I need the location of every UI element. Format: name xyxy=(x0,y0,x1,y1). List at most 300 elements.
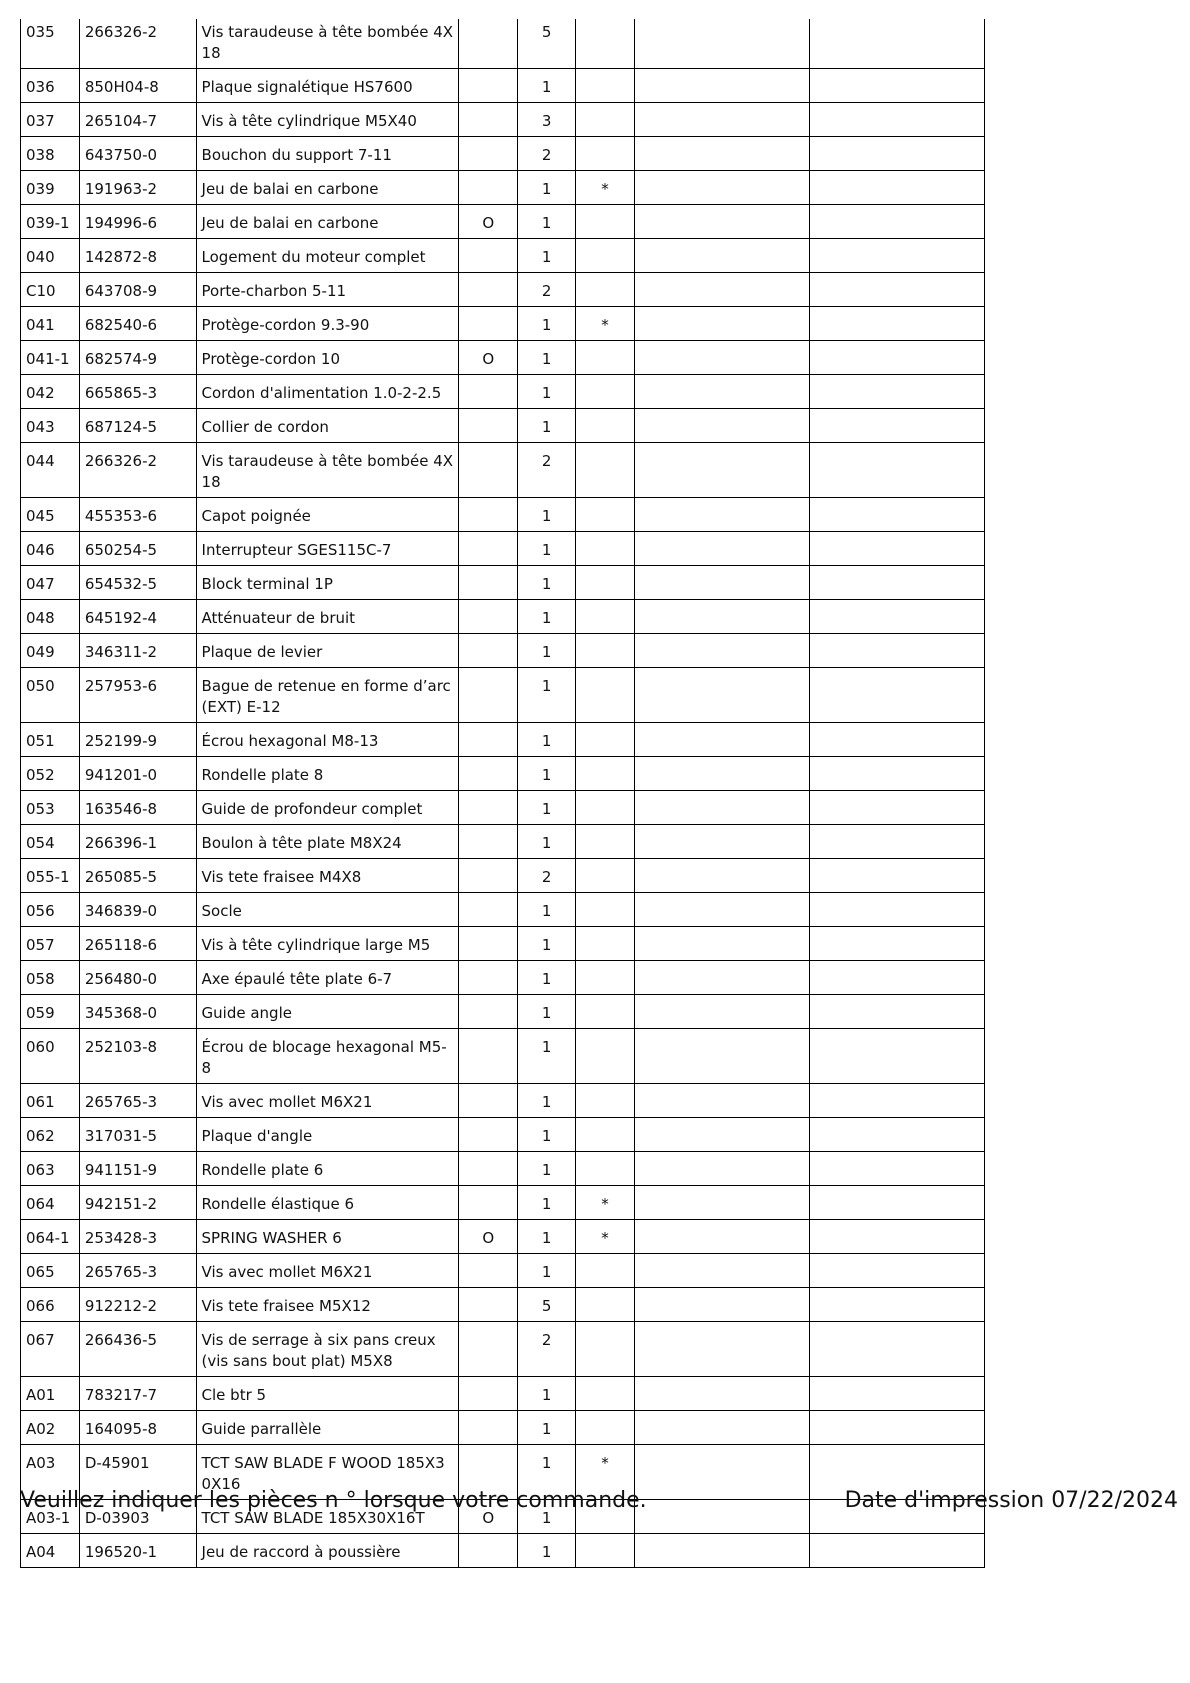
blank-cell xyxy=(810,825,985,859)
parts-list xyxy=(20,19,985,1568)
item-number-cell: 052 xyxy=(21,757,80,791)
description-cell: Guide angle xyxy=(196,995,459,1029)
part-number-cell: 163546-8 xyxy=(79,791,196,825)
option-cell xyxy=(459,1534,518,1568)
part-number-cell: 654532-5 xyxy=(79,566,196,600)
blank-cell xyxy=(634,19,810,69)
description-cell: Jeu de balai en carbone xyxy=(196,205,459,239)
table-row xyxy=(21,893,985,927)
table-row xyxy=(21,859,985,893)
table-row xyxy=(21,239,985,273)
quantity-cell: 1 xyxy=(518,893,576,927)
quantity-cell: 1 xyxy=(518,409,576,443)
part-number-cell: 252199-9 xyxy=(79,723,196,757)
table-row xyxy=(21,600,985,634)
blank-cell xyxy=(810,723,985,757)
note-mark-cell xyxy=(576,600,635,634)
item-number-cell: 041-1 xyxy=(21,341,80,375)
part-number-cell: 256480-0 xyxy=(79,961,196,995)
table-row xyxy=(21,1084,985,1118)
option-cell: O xyxy=(459,1500,518,1534)
part-number-cell: 265118-6 xyxy=(79,927,196,961)
quantity-cell: 1 xyxy=(518,1254,576,1288)
quantity-cell: 1 xyxy=(518,205,576,239)
description-cell: Collier de cordon xyxy=(196,409,459,443)
option-cell xyxy=(459,443,518,498)
item-number-cell: 056 xyxy=(21,893,80,927)
table-row xyxy=(21,205,985,239)
blank-cell xyxy=(810,137,985,171)
table-row xyxy=(21,723,985,757)
table-row xyxy=(21,19,985,69)
note-mark-cell xyxy=(576,825,635,859)
table-row xyxy=(21,927,985,961)
option-cell xyxy=(459,375,518,409)
description-cell: Porte-charbon 5-11 xyxy=(196,273,459,307)
quantity-cell: 1 xyxy=(518,498,576,532)
blank-cell xyxy=(810,1322,985,1377)
quantity-cell: 1 xyxy=(518,757,576,791)
item-number-cell: 041 xyxy=(21,307,80,341)
note-mark-cell xyxy=(576,1029,635,1084)
description-cell: Vis tete fraisee M4X8 xyxy=(196,859,459,893)
note-mark-cell xyxy=(576,791,635,825)
blank-cell xyxy=(634,1084,810,1118)
description-cell: Rondelle élastique 6 xyxy=(196,1186,459,1220)
blank-cell xyxy=(810,19,985,69)
description-cell: TCT SAW BLADE 185X30X16T xyxy=(196,1500,459,1534)
table-row xyxy=(21,1322,985,1377)
description-cell: Guide parrallèle xyxy=(196,1411,459,1445)
quantity-cell: 1 xyxy=(518,1186,576,1220)
table-row xyxy=(21,1534,985,1568)
option-cell xyxy=(459,171,518,205)
blank-cell xyxy=(634,1445,810,1500)
note-mark-cell xyxy=(576,723,635,757)
note-mark-cell xyxy=(576,1288,635,1322)
blank-cell xyxy=(634,723,810,757)
note-mark-cell xyxy=(576,69,635,103)
quantity-cell: 1 xyxy=(518,1445,576,1500)
part-number-cell: 257953-6 xyxy=(79,668,196,723)
blank-cell xyxy=(634,1500,810,1534)
part-number-cell: 252103-8 xyxy=(79,1029,196,1084)
option-cell xyxy=(459,566,518,600)
blank-cell xyxy=(810,1254,985,1288)
part-number-cell: 194996-6 xyxy=(79,205,196,239)
description-cell: Bague de retenue en forme d’arc (EXT) E-12 xyxy=(196,668,459,723)
item-number-cell: 037 xyxy=(21,103,80,137)
note-mark-cell xyxy=(576,498,635,532)
part-number-cell: 687124-5 xyxy=(79,409,196,443)
note-mark-cell xyxy=(576,859,635,893)
description-cell: TCT SAW BLADE F WOOD 185X30X16 xyxy=(196,1445,459,1500)
item-number-cell: 039-1 xyxy=(21,205,80,239)
item-number-cell: 044 xyxy=(21,443,80,498)
item-number-cell: 050 xyxy=(21,668,80,723)
item-number-cell: 042 xyxy=(21,375,80,409)
part-number-cell: 164095-8 xyxy=(79,1411,196,1445)
item-number-cell: 066 xyxy=(21,1288,80,1322)
option-cell xyxy=(459,1152,518,1186)
note-mark-cell xyxy=(576,443,635,498)
part-number-cell: D-45901 xyxy=(79,1445,196,1500)
blank-cell xyxy=(634,1411,810,1445)
blank-cell xyxy=(810,634,985,668)
note-mark-cell xyxy=(576,1411,635,1445)
blank-cell xyxy=(810,532,985,566)
parts-table xyxy=(20,19,985,1568)
blank-cell xyxy=(634,825,810,859)
description-cell: Plaque de levier xyxy=(196,634,459,668)
note-mark-cell xyxy=(576,137,635,171)
option-cell xyxy=(459,791,518,825)
quantity-cell: 2 xyxy=(518,859,576,893)
table-row xyxy=(21,995,985,1029)
part-number-cell: 783217-7 xyxy=(79,1377,196,1411)
note-mark-cell xyxy=(576,1152,635,1186)
blank-cell xyxy=(810,995,985,1029)
part-number-cell: 643750-0 xyxy=(79,137,196,171)
blank-cell xyxy=(634,532,810,566)
blank-cell xyxy=(810,1288,985,1322)
option-cell xyxy=(459,1118,518,1152)
part-number-cell: 317031-5 xyxy=(79,1118,196,1152)
blank-cell xyxy=(810,498,985,532)
part-number-cell: 645192-4 xyxy=(79,600,196,634)
option-cell xyxy=(459,137,518,171)
quantity-cell: 1 xyxy=(518,1152,576,1186)
blank-cell xyxy=(810,893,985,927)
quantity-cell: 1 xyxy=(518,927,576,961)
item-number-cell: 054 xyxy=(21,825,80,859)
table-row xyxy=(21,668,985,723)
table-row xyxy=(21,103,985,137)
part-number-cell: 942151-2 xyxy=(79,1186,196,1220)
blank-cell xyxy=(634,443,810,498)
note-mark-cell: * xyxy=(576,1220,635,1254)
table-row xyxy=(21,137,985,171)
blank-cell xyxy=(634,634,810,668)
table-row xyxy=(21,273,985,307)
note-mark-cell xyxy=(576,1118,635,1152)
blank-cell xyxy=(634,171,810,205)
blank-cell xyxy=(810,1152,985,1186)
description-cell: Jeu de balai en carbone xyxy=(196,171,459,205)
table-row xyxy=(21,791,985,825)
blank-cell xyxy=(634,69,810,103)
option-cell xyxy=(459,273,518,307)
option-cell xyxy=(459,859,518,893)
blank-cell xyxy=(634,1322,810,1377)
table-row xyxy=(21,409,985,443)
part-number-cell: 142872-8 xyxy=(79,239,196,273)
description-cell: Atténuateur de bruit xyxy=(196,600,459,634)
table-row xyxy=(21,1220,985,1254)
table-row xyxy=(21,757,985,791)
table-row xyxy=(21,443,985,498)
part-number-cell: 912212-2 xyxy=(79,1288,196,1322)
description-cell: Vis à tête cylindrique M5X40 xyxy=(196,103,459,137)
part-number-cell: 265765-3 xyxy=(79,1254,196,1288)
table-row xyxy=(21,634,985,668)
option-cell xyxy=(459,69,518,103)
quantity-cell: 1 xyxy=(518,69,576,103)
table-row xyxy=(21,1288,985,1322)
part-number-cell: 265085-5 xyxy=(79,859,196,893)
blank-cell xyxy=(810,668,985,723)
option-cell xyxy=(459,409,518,443)
option-cell xyxy=(459,995,518,1029)
blank-cell xyxy=(810,1186,985,1220)
item-number-cell: 053 xyxy=(21,791,80,825)
quantity-cell: 2 xyxy=(518,137,576,171)
option-cell xyxy=(459,239,518,273)
blank-cell xyxy=(810,1029,985,1084)
option-cell: O xyxy=(459,205,518,239)
table-row xyxy=(21,307,985,341)
quantity-cell: 1 xyxy=(518,1534,576,1568)
quantity-cell: 1 xyxy=(518,532,576,566)
option-cell xyxy=(459,668,518,723)
blank-cell xyxy=(634,1152,810,1186)
option-cell xyxy=(459,825,518,859)
item-number-cell: 055-1 xyxy=(21,859,80,893)
description-cell: Écrou de blocage hexagonal M5-8 xyxy=(196,1029,459,1084)
item-number-cell: 051 xyxy=(21,723,80,757)
note-mark-cell xyxy=(576,893,635,927)
blank-cell xyxy=(810,791,985,825)
blank-cell xyxy=(810,1084,985,1118)
part-number-cell: D-03903 xyxy=(79,1500,196,1534)
blank-cell xyxy=(810,1534,985,1568)
option-cell xyxy=(459,893,518,927)
blank-cell xyxy=(634,791,810,825)
description-cell: Plaque d'angle xyxy=(196,1118,459,1152)
description-cell: Capot poignée xyxy=(196,498,459,532)
blank-cell xyxy=(810,205,985,239)
description-cell: Écrou hexagonal M8-13 xyxy=(196,723,459,757)
item-number-cell: 060 xyxy=(21,1029,80,1084)
part-number-cell: 346311-2 xyxy=(79,634,196,668)
blank-cell xyxy=(634,893,810,927)
item-number-cell: 035 xyxy=(21,19,80,69)
option-cell xyxy=(459,1254,518,1288)
description-cell: Protège-cordon 9.3-90 xyxy=(196,307,459,341)
quantity-cell: 1 xyxy=(518,566,576,600)
blank-cell xyxy=(634,1186,810,1220)
blank-cell xyxy=(634,600,810,634)
item-number-cell: A04 xyxy=(21,1534,80,1568)
part-number-cell: 196520-1 xyxy=(79,1534,196,1568)
table-row xyxy=(21,1152,985,1186)
table-row xyxy=(21,961,985,995)
parts-table-body xyxy=(21,19,985,1568)
item-number-cell: 059 xyxy=(21,995,80,1029)
table-row xyxy=(21,532,985,566)
quantity-cell: 1 xyxy=(518,1500,576,1534)
note-mark-cell xyxy=(576,532,635,566)
quantity-cell: 3 xyxy=(518,103,576,137)
quantity-cell: 2 xyxy=(518,443,576,498)
note-mark-cell xyxy=(576,634,635,668)
part-number-cell: 682574-9 xyxy=(79,341,196,375)
item-number-cell: 064-1 xyxy=(21,1220,80,1254)
quantity-cell: 1 xyxy=(518,341,576,375)
quantity-cell: 1 xyxy=(518,1084,576,1118)
option-cell xyxy=(459,961,518,995)
blank-cell xyxy=(810,859,985,893)
quantity-cell: 5 xyxy=(518,1288,576,1322)
part-number-cell: 643708-9 xyxy=(79,273,196,307)
note-mark-cell xyxy=(576,1377,635,1411)
part-number-cell: 665865-3 xyxy=(79,375,196,409)
blank-cell xyxy=(810,961,985,995)
item-number-cell: 067 xyxy=(21,1322,80,1377)
table-row xyxy=(21,1377,985,1411)
item-number-cell: 045 xyxy=(21,498,80,532)
blank-cell xyxy=(634,859,810,893)
quantity-cell: 1 xyxy=(518,825,576,859)
item-number-cell: 065 xyxy=(21,1254,80,1288)
blank-cell xyxy=(810,273,985,307)
option-cell xyxy=(459,103,518,137)
note-mark-cell xyxy=(576,273,635,307)
blank-cell xyxy=(634,103,810,137)
blank-cell xyxy=(810,239,985,273)
option-cell xyxy=(459,1084,518,1118)
blank-cell xyxy=(810,103,985,137)
quantity-cell: 1 xyxy=(518,961,576,995)
description-cell: Rondelle plate 8 xyxy=(196,757,459,791)
option-cell xyxy=(459,634,518,668)
quantity-cell: 1 xyxy=(518,600,576,634)
note-mark-cell xyxy=(576,995,635,1029)
blank-cell xyxy=(634,341,810,375)
part-number-cell: 265765-3 xyxy=(79,1084,196,1118)
blank-cell xyxy=(634,205,810,239)
note-mark-cell: * xyxy=(576,171,635,205)
part-number-cell: 253428-3 xyxy=(79,1220,196,1254)
item-number-cell: C10 xyxy=(21,273,80,307)
quantity-cell: 1 xyxy=(518,723,576,757)
description-cell: Bouchon du support 7-11 xyxy=(196,137,459,171)
item-number-cell: 039 xyxy=(21,171,80,205)
option-cell xyxy=(459,1411,518,1445)
note-mark-cell xyxy=(576,757,635,791)
part-number-cell: 455353-6 xyxy=(79,498,196,532)
note-mark-cell xyxy=(576,566,635,600)
option-cell xyxy=(459,757,518,791)
item-number-cell: 049 xyxy=(21,634,80,668)
table-row xyxy=(21,375,985,409)
note-mark-cell xyxy=(576,1322,635,1377)
blank-cell xyxy=(810,375,985,409)
item-number-cell: 064 xyxy=(21,1186,80,1220)
quantity-cell: 1 xyxy=(518,791,576,825)
part-number-cell: 191963-2 xyxy=(79,171,196,205)
table-row xyxy=(21,1029,985,1084)
quantity-cell: 1 xyxy=(518,1118,576,1152)
blank-cell xyxy=(810,409,985,443)
blank-cell xyxy=(810,757,985,791)
option-cell xyxy=(459,19,518,69)
note-mark-cell xyxy=(576,103,635,137)
part-number-cell: 266326-2 xyxy=(79,19,196,69)
blank-cell xyxy=(634,566,810,600)
item-number-cell: 048 xyxy=(21,600,80,634)
option-cell: O xyxy=(459,341,518,375)
blank-cell xyxy=(634,927,810,961)
blank-cell xyxy=(810,443,985,498)
note-mark-cell xyxy=(576,205,635,239)
blank-cell xyxy=(634,1118,810,1152)
blank-cell xyxy=(634,995,810,1029)
description-cell: Vis à tête cylindrique large M5 xyxy=(196,927,459,961)
table-row xyxy=(21,69,985,103)
option-cell xyxy=(459,927,518,961)
item-number-cell: A03-1 xyxy=(21,1500,80,1534)
quantity-cell: 1 xyxy=(518,668,576,723)
blank-cell xyxy=(810,600,985,634)
item-number-cell: 043 xyxy=(21,409,80,443)
note-mark-cell xyxy=(576,341,635,375)
item-number-cell: 036 xyxy=(21,69,80,103)
quantity-cell: 2 xyxy=(518,1322,576,1377)
item-number-cell: A01 xyxy=(21,1377,80,1411)
blank-cell xyxy=(634,375,810,409)
description-cell: Rondelle plate 6 xyxy=(196,1152,459,1186)
item-number-cell: 058 xyxy=(21,961,80,995)
blank-cell xyxy=(810,1377,985,1411)
blank-cell xyxy=(810,1411,985,1445)
note-mark-cell xyxy=(576,961,635,995)
quantity-cell: 1 xyxy=(518,1029,576,1084)
blank-cell xyxy=(634,498,810,532)
blank-cell xyxy=(810,171,985,205)
blank-cell xyxy=(634,1220,810,1254)
quantity-cell: 1 xyxy=(518,239,576,273)
part-number-cell: 682540-6 xyxy=(79,307,196,341)
description-cell: Vis taraudeuse à tête bombée 4X 18 xyxy=(196,443,459,498)
item-number-cell: 062 xyxy=(21,1118,80,1152)
blank-cell xyxy=(634,239,810,273)
note-mark-cell xyxy=(576,239,635,273)
option-cell xyxy=(459,723,518,757)
blank-cell xyxy=(634,1288,810,1322)
option-cell xyxy=(459,1288,518,1322)
description-cell: Jeu de raccord à poussière xyxy=(196,1534,459,1568)
description-cell: SPRING WASHER 6 xyxy=(196,1220,459,1254)
blank-cell xyxy=(810,341,985,375)
blank-cell xyxy=(810,927,985,961)
blank-cell xyxy=(634,1534,810,1568)
blank-cell xyxy=(634,1029,810,1084)
quantity-cell: 2 xyxy=(518,273,576,307)
part-number-cell: 266436-5 xyxy=(79,1322,196,1377)
blank-cell xyxy=(810,69,985,103)
description-cell: Vis taraudeuse à tête bombée 4X 18 xyxy=(196,19,459,69)
quantity-cell: 1 xyxy=(518,1411,576,1445)
note-mark-cell xyxy=(576,1534,635,1568)
option-cell xyxy=(459,600,518,634)
description-cell: Socle xyxy=(196,893,459,927)
note-mark-cell xyxy=(576,409,635,443)
table-row xyxy=(21,825,985,859)
option-cell xyxy=(459,1377,518,1411)
note-mark-cell xyxy=(576,375,635,409)
blank-cell xyxy=(634,307,810,341)
